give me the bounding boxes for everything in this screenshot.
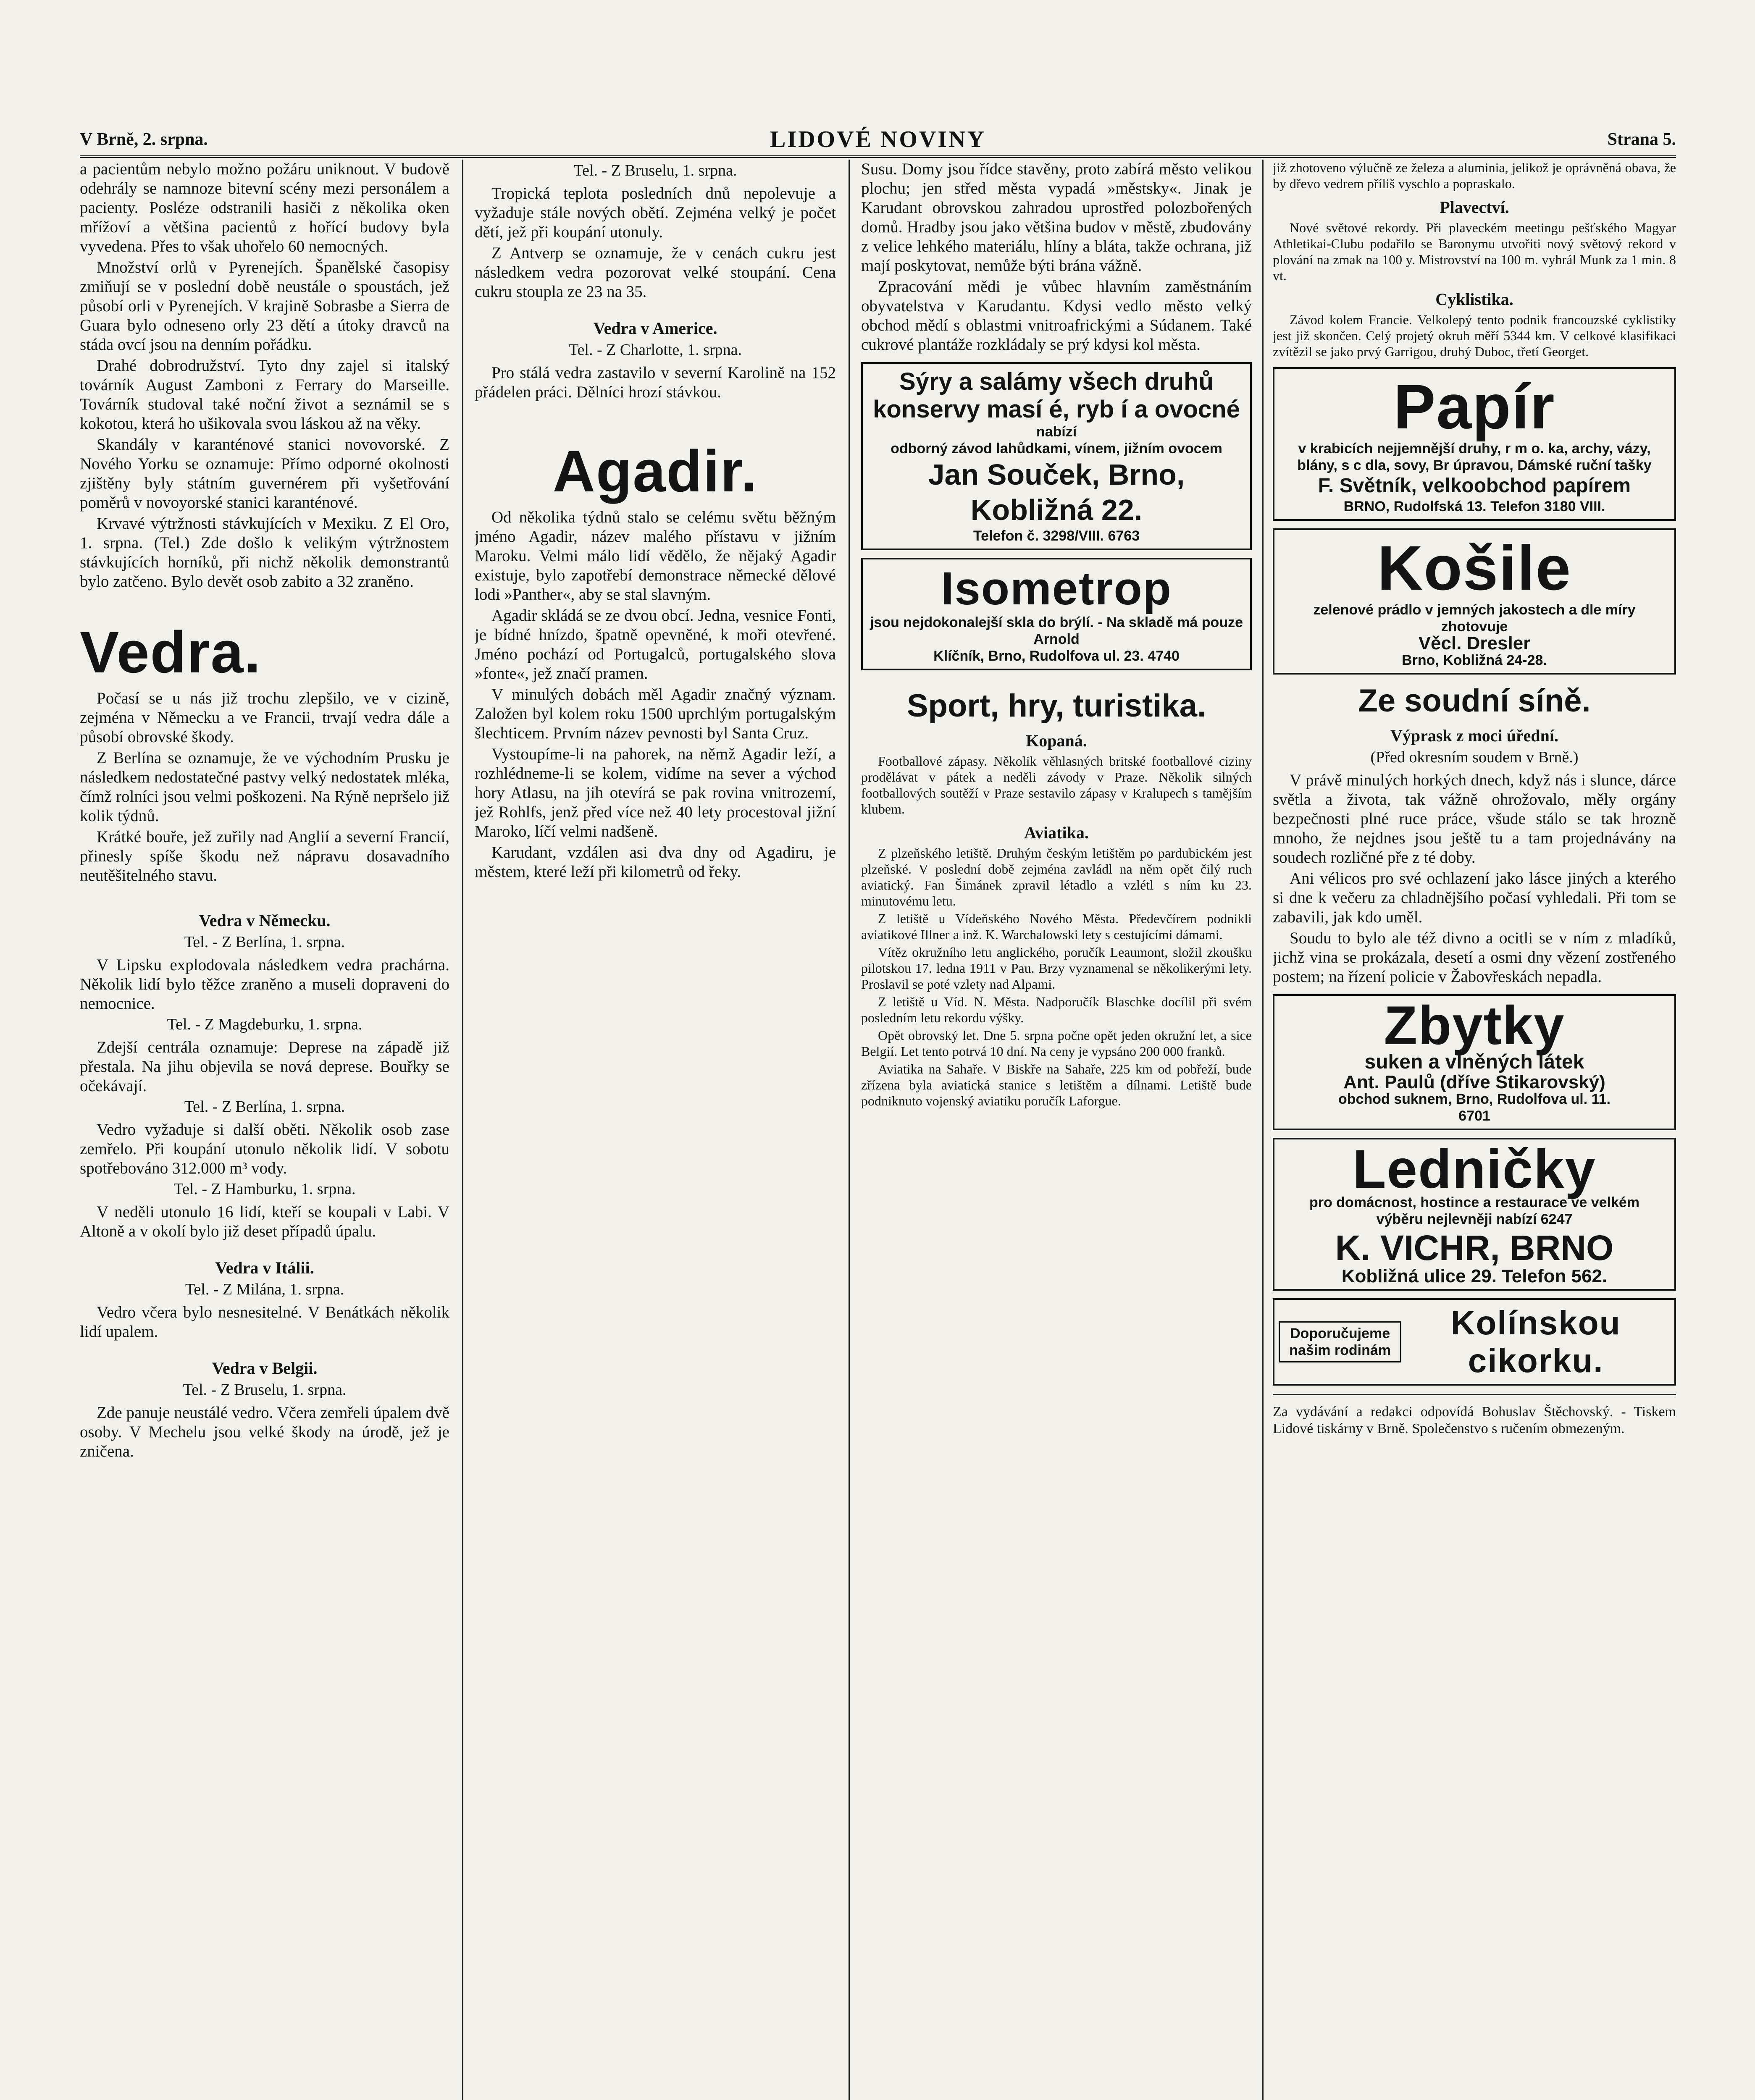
ad-brand: Kolínskou cikorku. — [1450, 1304, 1621, 1379]
header-date: V Brně, 2. srpna. — [80, 130, 208, 149]
column-2 — [475, 160, 836, 2100]
article-paragraph: Ani vélicos pro své ochlazení jako lásce jiných a kterého si dne k večeru za chladnějšího počasí vyhledali. Při tom se zabavili, jak kdo uměl. — [1273, 869, 1676, 926]
ad-brand: Isometrop — [941, 563, 1172, 614]
ad-line: Sýry a salámy všech druhů — [899, 368, 1214, 395]
ad-brand: Papír — [1393, 371, 1555, 442]
dateline: Tel. - Z Magdeburku, 1. srpna. — [167, 1016, 363, 1033]
advert-lednicky — [1273, 1138, 1676, 1291]
advert-zbytky — [1273, 994, 1676, 1130]
ad-phone: Telefon č. 3298/VIII. 6763 — [973, 528, 1140, 544]
article-paragraph: Počasí se u nás již trochu zlepšilo, ve v cizině, zejména v Německu a ve Francii, trvají vedra dále a působí obrovské škody. — [80, 689, 449, 746]
sport-headline: Sport, hry, turistika. — [906, 688, 1206, 724]
ad-line: konservy masí é, ryb í a ovocné — [873, 396, 1240, 423]
section-subhead: Aviatika. — [1024, 823, 1089, 842]
ad-address: Brno, Kobližná 24-28. — [1402, 652, 1547, 668]
column-rule — [849, 160, 850, 2100]
dateline: Tel. - Z Charlotte, 1. srpna. — [568, 341, 742, 359]
article-paragraph: Karudant, vzdálen asi dva dny od Agadiru, je městem, které leží při kilometrů od řeky. — [475, 843, 836, 881]
ad-firm-name: Ant. Paulů (dříve Stikarovský) — [1343, 1072, 1605, 1092]
ad-number: 6701 — [1458, 1108, 1490, 1124]
article-paragraph: Z letiště u Vídeňského Nového Města. Předevčírem podnikli aviatikové Illner a inž. K. Warchalowski lety s cestujícími dámami. — [861, 911, 1252, 942]
ad-line: pro domácnost, hostince a restaurace ve velkém — [1309, 1194, 1640, 1210]
ad-address: Klíčník, Brno, Rudolfova ul. 23. 4740 — [933, 648, 1180, 664]
advert-kosile — [1273, 528, 1676, 675]
article-paragraph: Zde panuje neustálé vedro. Včera zemřeli úpalem dvě osoby. V Mechelu jsou velké škody na úrodě, jež je zničena. — [80, 1404, 449, 1460]
advert-cikorka — [1273, 1298, 1676, 1386]
advert-papir — [1273, 367, 1676, 521]
column-rule — [462, 160, 463, 2100]
article-paragraph: Množství orlů v Pyrenejích. Španělské časopisy zmiňují se v poslední době neustále o spoustách, jež působí orli v Pyrenejích. V krajině Sobrasbe a Sierra de Guara bylo odneseno orly 23 dětí a útoky dravců na stáda ovcí jsou na denním pořádku. — [80, 258, 449, 354]
article-paragraph: Aviatika na Sahaře. V Biskře na Sahaře, 225 km od pobřeží, bude zřízena byla aviatická stanice s letištěm a dílnami. Letiště bude podniknuto vojenský aviatiku poručík Laforgue. — [861, 1061, 1252, 1108]
dateline: Tel. - Z Bruselu, 1. srpna. — [183, 1381, 347, 1399]
article-paragraph: a pacientům nebylo možno požáru uniknout. V budově odehrály se namnoze bitevní scény mezi personálem a pacienty. Posléze odstranili hasiči z několika oken mřížoví a většina pacientů z hořící budovy byla vyvedena. Přes to však uhořelo 60 nemocných. — [80, 160, 449, 255]
advert-isometrop — [861, 558, 1252, 670]
article-paragraph: Pro stálá vedra zastavilo v severní Karolině na 152 přádelen práci. Dělníci hrozí stávkou. — [475, 364, 836, 401]
ad-line: Doporučujeme našim rodinám — [1279, 1321, 1401, 1362]
page-header — [80, 126, 1676, 158]
ad-brand: Zbytky — [1384, 995, 1565, 1056]
ad-line: zelenové prádlo v jemných jakostech a dle míry zhotovuje — [1313, 602, 1636, 635]
section-subhead: Vedra v Německu. — [199, 911, 331, 930]
vedra-headline: Vedra. — [80, 619, 262, 685]
ad-firm-name: Věcl. Dresler — [1418, 633, 1531, 654]
article-paragraph: Z Berlína se oznamuje, že ve východním Prusku je následkem nedostatečné pastvy velký nedostatek mléka, čímž rolníci jsou velmi poškozeni. Na Rýně nepršelo již kolik týdnů. — [80, 749, 449, 825]
masthead-title: LIDOVÉ NOVINY — [770, 126, 986, 152]
ad-number: 6247 — [1540, 1211, 1573, 1227]
divider — [1273, 1394, 1676, 1395]
article-paragraph: Vystoupíme-li na pahorek, na němž Agadir leží, a rozhlédneme-li se kolem, vidíme na sever a východ hory Atlasu, na jih otevírá se pak rovina vnitrozemí, jež Rohlfs, jenž před více než 40 lety procestoval jižní Maroko, líčí velmi nadšeně. — [475, 745, 836, 840]
section-subhead: Vedra v Belgii. — [212, 1359, 318, 1378]
article-paragraph: Footballové zápasy. Několik věhlasných britské footballové ciziny prodělávat v pátek a neděli závody v Praze. Několik silných footballových soutěží v Praze sestavilo zápasy v Kralupech s tamějším klubem. — [861, 753, 1252, 816]
ad-line: výběru nejlevněji nabízí 6247 — [1376, 1211, 1573, 1227]
dateline: Tel. - Z Hamburku, 1. srpna. — [173, 1180, 356, 1198]
article-paragraph: Krvavé výtržnosti stávkujících v Mexiku. Z El Oro, 1. srpna. (Tel.) Zde došlo k velikým výtržnostem stávkujících horníků, při nichž několik demonstrantů bylo zatčeno. Bylo devět osob zabito a 32 zraněno. — [80, 514, 449, 591]
column-rule — [1262, 160, 1264, 2100]
ad-firm-name: Jan Souček, Brno, Kobližná 22. — [928, 458, 1185, 526]
ad-line: suken a vlněných látek — [1364, 1051, 1584, 1073]
column-4 — [1273, 160, 1676, 2100]
section-subhead: Vedra v Itálii. — [215, 1258, 314, 1277]
section-subhead: Cyklistika. — [1435, 290, 1513, 309]
dateline: Tel. - Z Berlína, 1. srpna. — [184, 1098, 345, 1116]
article-paragraph: Vedro včera bylo nesnesitelné. V Benátkách několik lidí upalem. — [80, 1303, 449, 1341]
article-paragraph: Tropická teplota posledních dnů nepolevuje a vyžaduje stále nových obětí. Zejména velký je počet dětí, jež při koupání utonuly. — [475, 184, 836, 241]
dateline: Tel. - Z Berlína, 1. srpna. — [184, 933, 345, 951]
ad-line: v krabicích nejjemnější druhy, r m o. ka, archy, vázy, blány, s c dla, sovy, Br úpravou, Dámské ruční tašky — [1297, 441, 1652, 473]
advert-soucek — [861, 362, 1252, 550]
article-paragraph: Od několika týdnů stalo se celému světu běžným jméno Agadir, název malého přístavu v jižním Maroku. Velmi málo lidí vědělo, že nějaký Agadir existuje, bylo zapotřebí demonstrace německé dělové lodi »Panther«, aby se stal slavným. — [475, 508, 836, 604]
ad-address: Kobližná ulice 29. Telefon 562. — [1341, 1266, 1608, 1286]
ad-line: odborný závod lahůdkami, vínem, jižním ovocem — [891, 441, 1222, 457]
ad-firm-name: K. VICHR, BRNO — [1335, 1228, 1614, 1268]
article-paragraph: Drahé dobrodružství. Tyto dny zajel si italský továrník August Zamboni z Ferrary do Marseille. Továrník studoval také noční život a seznámil se s kokotou, která ho ušikovala svou láskou až na věky. — [80, 357, 449, 433]
ad-address: obchod suknem, Brno, Rudolfova ul. 11. — [1338, 1091, 1611, 1107]
section-subhead: Plavectví. — [1440, 198, 1509, 217]
dateline: Tel. - Z Milána, 1. srpna. — [185, 1281, 344, 1298]
article-paragraph: již zhotoveno výlučně ze železa a aluminia, jelikož je oprávněná obava, že by dřevo vedrem příliš vyschlo a popraskalo. — [1273, 160, 1676, 191]
ad-firm-name: F. Světník, velkoobchod papírem — [1318, 475, 1631, 497]
section-subhead: Vedra v Americe. — [593, 319, 717, 338]
article-paragraph: Vedro vyžaduje si další oběti. Několik osob zase zemřelo. Při koupání utonulo několik lidí. V sobotu spotřebováno 312.000 m³ vody. — [80, 1121, 449, 1177]
article-paragraph: V neděli utonulo 16 lidí, kteří se koupali v Labi. V Altoně a v okolí bylo již deset případů úpalu. — [80, 1203, 449, 1240]
dateline: (Před okresním soudem v Brně.) — [1370, 748, 1579, 766]
section-subhead: Kopaná. — [1026, 731, 1087, 750]
article-paragraph: Soudu to bylo ale též divno a ocitli se v ním z mladíků, jichž vina se prokázala, desetí a osmi dny vězení zostřeného postem; na řízení policie v Žabovřeskách nepadla. — [1273, 929, 1676, 986]
ad-line: nabízí — [1036, 424, 1077, 440]
agadir-headline: Agadir. — [552, 438, 758, 504]
article-paragraph: Závod kolem Francie. Velkolepý tento podnik francouzské cyklistiky jest již skončen. Celý projetý okruh měří 5344 km. V celkové klasifikaci zvítězil se jako prvý Garrigou, druhý Duboc, třetí Georget. — [1273, 312, 1676, 359]
article-paragraph: Vítěz okružního letu anglického, poručík Leaumont, složil zkoušku pilotskou 17. ledna 1911 v Pau. Brzy vyznamenal se několikerými lety. Proslavil se poté vzlety nad Alpami. — [861, 945, 1252, 992]
article-paragraph: Agadir skládá se ze dvou obcí. Jedna, vesnice Fonti, je bídné hnízdo, špatně opevněné, k moři otevřené. Jméno pochází od Portugalců, portugalského slova »fonte«, jež značí pramen. — [475, 606, 836, 682]
article-paragraph: Susu. Domy jsou řídce stavěny, proto zabírá město velikou plochu; jen střed města vypadá »městsky«. Jinak je Karudant obrovskou zahradou uprostřed polozbořených domů. Hradby jsou jako většina budov v městě, zbudovány z velice lehkého materiálu, hlíny a bláta, takže ochrana, již mají poskytovat, nemůže býti brána vážně. — [861, 160, 1252, 275]
article-paragraph: V minulých dobách měl Agadir značný význam. Založen byl kolem roku 1500 uprchlým portugalským šlechticem. Prvním název pevnosti byl Santa Cruz. — [475, 685, 836, 742]
article-paragraph: Krátké bouře, jež zuřily nad Anglií a severní Francií, přinesly spíše škodu než nápravu dosavadního neutěšitelného stavu. — [80, 828, 449, 885]
article-paragraph: Zdejší centrála oznamuje: Deprese na západě již přestala. Na jihu objevila se nová deprese. Bouřky se očekávají. — [80, 1038, 449, 1095]
article-paragraph: Z Antverp se oznamuje, že v cenách cukru jest následkem vedra pozorovat velké stoupání. Cena cukru stoupla ze 23 na 35. — [475, 244, 836, 301]
article-paragraph: Skandály v karanténové stanici novovorské. Z Nového Yorku se oznamuje: Přímo odporné okolnosti zjištěny byly státním guvernérem při vyšetřování poměrů v novoyorské stanici karanténové. — [80, 436, 449, 512]
article-paragraph: V právě minulých horkých dnech, když nás i slunce, dárce světla a života, tak vážně ohrožovalo, měly orgány bezpečnosti plné ruce práce, všude stálo se tak hrozně mnoho, že nejdnes jsou ještě tu a tam projednávány na soudech rozličné pře z té doby. — [1273, 771, 1676, 866]
article-paragraph: Opět obrovský let. Dne 5. srpna počne opět jeden okružní let, a sice Belgií. Let tento potrvá 10 dní. Na ceny je vypsáno 200 000 franků. — [861, 1028, 1252, 1059]
article-paragraph: Zpracování mědi je vůbec hlavním zaměstnáním obyvatelstva v Karudantu. Kdysi vedlo město velký obchod mědí s oblastmi vnitroafrickými a Súdanem. Také cukrové plantáže rozkládaly se prý kdysi kol města. — [861, 278, 1252, 354]
ad-brand: Košile — [1377, 533, 1572, 603]
page-number: Strana 5. — [1607, 130, 1676, 149]
article-paragraph: V Lipsku explodovala následkem vedra prachárna. Několik lidí bylo těžce zraněno a museli dopraveni do nemocnice. — [80, 956, 449, 1013]
article-paragraph: Z letiště u Víd. N. Města. Nadporučík Blaschke docílil při svém posledním letu rekordu výšky. — [861, 994, 1252, 1025]
imprint-footer: Za vydávání a redakci odpovídá Bohuslav Štěchovský. - Tiskem Lidové tiskárny v Brně. Společenstvo s ručením obmezeným. — [1273, 1404, 1676, 1436]
article-paragraph: Nové světové rekordy. Při plaveckém meetingu pešťského Magyar Athletikai-Clubu podařilo se Baronymu utvořiti nový světový rekord v plování na zmak na 100 y. Mistrovství na 100 m. vyhrál Munk za 1 min. 8 vt. — [1273, 220, 1676, 283]
column-1 — [80, 160, 449, 2100]
dateline: Tel. - Z Bruselu, 1. srpna. — [573, 162, 737, 179]
ad-number: 4740 — [1148, 648, 1180, 664]
ad-address: BRNO, Rudolfská 13. Telefon 3180 VIII. — [1343, 499, 1605, 514]
article-paragraph: Z plzeňského letiště. Druhým českým letištěm po pardubickém jest plzeňské. V poslední době zejména zavládl na něm opět čilý ruch aviatický. Fan Šimánek zpravil létadlo a vzlétl s ním ku 23. minutovému letu. — [861, 845, 1252, 908]
ad-line: jsou nejdokonalejší skla do brýlí. - Na skladě má pouze Arnold — [870, 614, 1243, 647]
ad-brand: Ledničky — [1353, 1138, 1596, 1200]
court-headline: Ze soudní síně. — [1358, 683, 1591, 719]
ad-number: 6763 — [1108, 528, 1140, 544]
section-subhead: Výprask z moci úřední. — [1390, 726, 1558, 745]
column-3 — [861, 160, 1252, 2100]
